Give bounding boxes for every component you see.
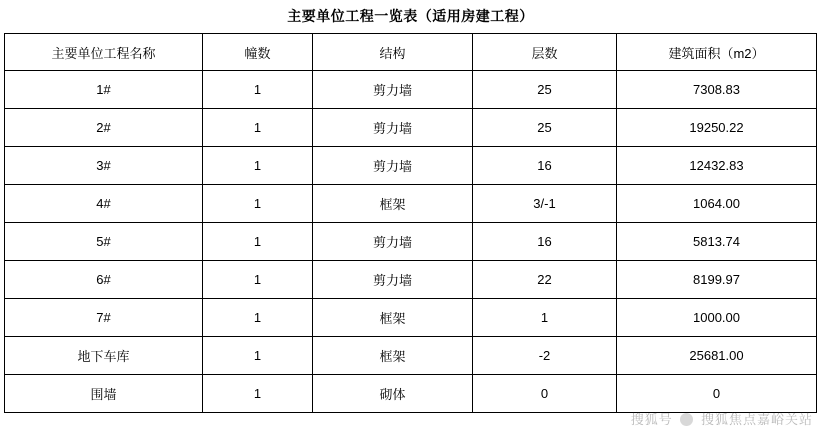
- cell-floors: 22: [473, 261, 617, 299]
- cell-count: 1: [203, 71, 313, 109]
- cell-name: 2#: [5, 109, 203, 147]
- table-header: [5, 34, 817, 71]
- cell-area: 19250.22: [617, 109, 817, 147]
- cell-structure: 剪力墙: [313, 147, 473, 185]
- cell-name: 1#: [5, 71, 203, 109]
- table-row: [5, 109, 817, 147]
- cell-count: 1: [203, 185, 313, 223]
- cell-count: 1: [203, 261, 313, 299]
- watermark-suffix: 搜狐焦点嘉峪关站: [700, 412, 813, 427]
- cell-area: 12432.83: [617, 147, 817, 185]
- cell-count: 1: [203, 299, 313, 337]
- cell-structure: 剪力墙: [313, 71, 473, 109]
- cell-area: 8199.97: [617, 261, 817, 299]
- watermark-prefix: 搜狐号: [630, 412, 673, 427]
- units-table: [4, 33, 817, 413]
- cell-floors: 3/-1: [473, 185, 617, 223]
- table-row: [5, 223, 817, 261]
- cell-area: 1000.00: [617, 299, 817, 337]
- table-row: [5, 185, 817, 223]
- cell-name: 6#: [5, 261, 203, 299]
- header-cell-count: 幢数: [203, 34, 313, 71]
- cell-name: 围墙: [5, 375, 203, 413]
- cell-name: 地下车库: [5, 337, 203, 375]
- table-row: [5, 375, 817, 413]
- cell-floors: 25: [473, 71, 617, 109]
- cell-structure: 框架: [313, 299, 473, 337]
- cell-structure: 框架: [313, 185, 473, 223]
- cell-count: 1: [203, 223, 313, 261]
- header-cell-floors: 层数: [473, 34, 617, 71]
- cell-structure: 框架: [313, 337, 473, 375]
- cell-area: 5813.74: [617, 223, 817, 261]
- cell-area: 1064.00: [617, 185, 817, 223]
- page-title: 主要单位工程一览表（适用房建工程）: [287, 8, 534, 24]
- cell-floors: 16: [473, 223, 617, 261]
- table-row: [5, 71, 817, 109]
- table-row: [5, 299, 817, 337]
- cell-count: 1: [203, 375, 313, 413]
- cell-floors: 0: [473, 375, 617, 413]
- table-row: [5, 337, 817, 375]
- cell-name: 4#: [5, 185, 203, 223]
- cell-area: 25681.00: [617, 337, 817, 375]
- cell-structure: 剪力墙: [313, 109, 473, 147]
- cell-floors: -2: [473, 337, 617, 375]
- cell-floors: 1: [473, 299, 617, 337]
- header-cell-name: 主要单位工程名称: [5, 34, 203, 71]
- table-body: [5, 71, 817, 413]
- table-header-row: [5, 34, 817, 71]
- cell-floors: 25: [473, 109, 617, 147]
- cell-name: 7#: [5, 299, 203, 337]
- cell-area: 7308.83: [617, 71, 817, 109]
- cell-floors: 16: [473, 147, 617, 185]
- cell-structure: 剪力墙: [313, 223, 473, 261]
- cell-name: 5#: [5, 223, 203, 261]
- watermark-logo-icon: [680, 413, 693, 426]
- cell-name: 3#: [5, 147, 203, 185]
- table-row: [5, 147, 817, 185]
- header-cell-area: 建筑面积（m2）: [617, 34, 817, 71]
- cell-count: 1: [203, 109, 313, 147]
- table-row: [5, 261, 817, 299]
- cell-structure: 剪力墙: [313, 261, 473, 299]
- cell-area: 0: [617, 375, 817, 413]
- cell-count: 1: [203, 337, 313, 375]
- cell-count: 1: [203, 147, 313, 185]
- header-cell-structure: 结构: [313, 34, 473, 71]
- cell-structure: 砌体: [313, 375, 473, 413]
